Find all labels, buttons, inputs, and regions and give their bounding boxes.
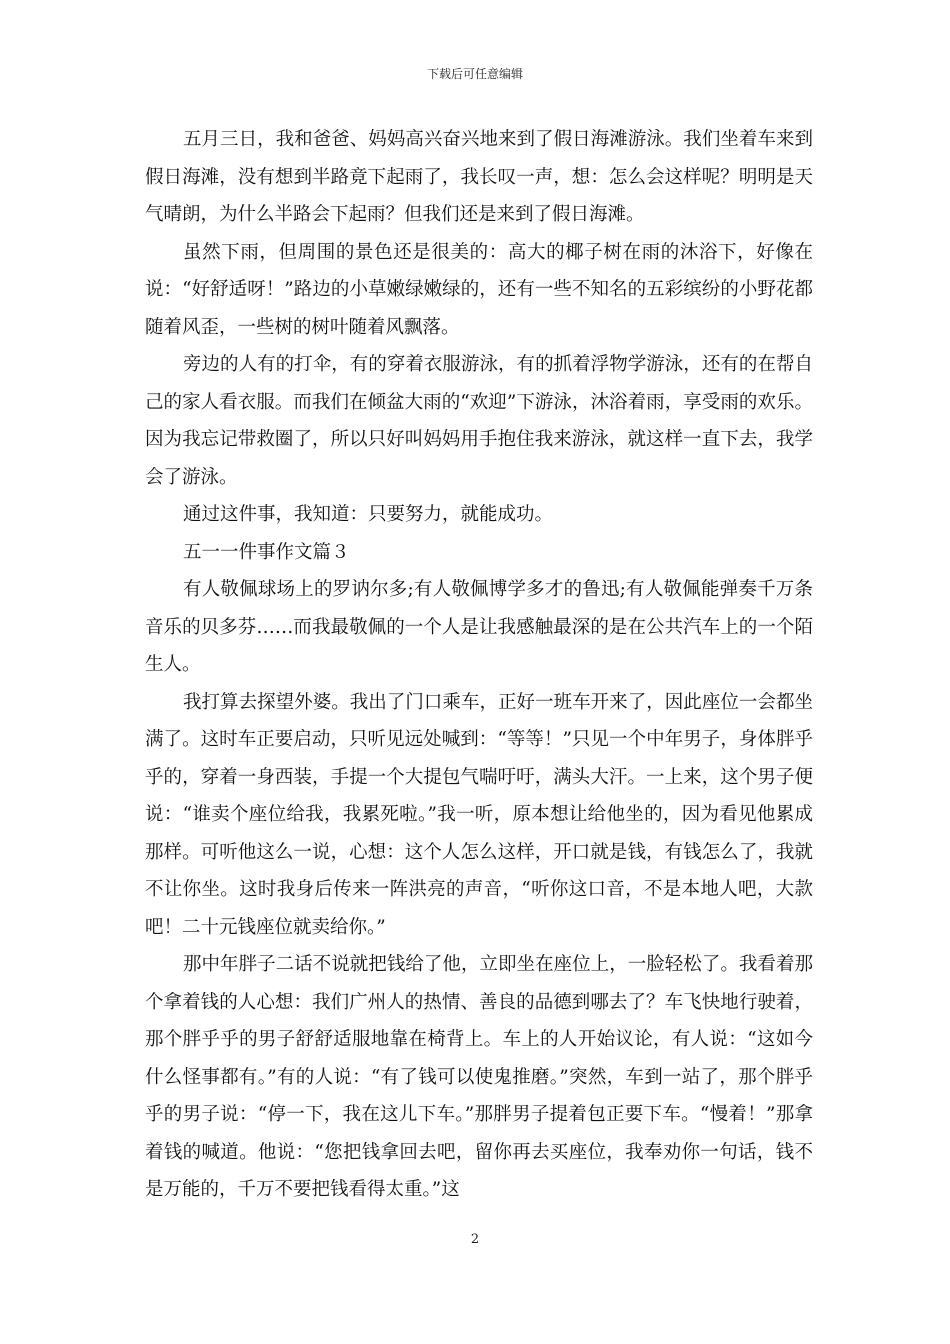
paragraph-2: 虽然下雨，但周围的景色还是很美的：高大的椰子树在雨的沐浴下，好像在说：“好舒适呀！”路边的小草嫩绿嫩绿的，还有一些不知名的五彩缤纷的小野花都随着风歪，一些树的树叶随着风飘落。 bbox=[145, 241, 813, 338]
section-title: 五一一件事作文篇３ bbox=[183, 541, 350, 563]
page-header: 下载后可任意编辑 bbox=[426, 67, 523, 81]
paragraph-6: 我打算去探望外婆。我出了门口乘车，正好一班车开来了，因此座位一会都坐满了。这时车正要启动，只听见远处喊到：“等等！”只见一个中年男子，身体胖乎乎的，穿着一身西装，手提一个大提包气喘吁吁，满头大汗。一上来，这个男子便说：“谁卖个座位给我，我累死啦。”我一听，原本想让给他坐的，因为看见他累成那样。可听他这么一说，心想：这个人怎么这样，开口就是钱，有钱怎么了，我就不让你坐。这时我身后传来一阵洪亮的声音，“听你这口音，不是本地人吧，大款吧！二十元钱座位就卖给你。” bbox=[145, 691, 813, 938]
document-body bbox=[145, 121, 813, 1209]
paragraph-3: 旁边的人有的打伞，有的穿着衣服游泳，有的抓着浮物学游泳，还有的在帮自己的家人看衣服。而我们在倾盆大雨的“欢迎”下游泳，沐浴着雨，享受雨的欢乐。因为我忘记带救圈了，所以只好叫妈妈用手抱住我来游泳，就这样一直下去，我学会了游泳。 bbox=[145, 354, 813, 488]
page-number: 2 bbox=[470, 1232, 480, 1247]
paragraph-1: 五月三日，我和爸爸、妈妈高兴奋兴地来到了假日海滩游泳。我们坐着车来到假日海滩，没有想到半路竟下起雨了，我长叹一声，想：怎么会这样呢？明明是天气晴朗，为什么半路会下起雨？但我们还是来到了假日海滩。 bbox=[145, 129, 813, 225]
paragraph-7: 那中年胖子二话不说就把钱给了他，立即坐在座位上，一脸轻松了。我看着那个拿着钱的人心想：我们广州人的热情、善良的品德到哪去了？车飞快地行驶着，那个胖乎乎的男子舒舒适服地靠在椅背上。车上的人开始议论，有人说：“这如今什么怪事都有。”有的人说：“有了钱可以使鬼推磨。”突然，车到一站了，那个胖乎乎的男子说：“停一下，我在这儿下车。”那胖男子提着包正要下车。“慢着！”那拿着钱的喊道。他说：“您把钱拿回去吧，留你再去买座位，我奉劝你一句话，钱不是万能的，千万不要把钱看得太重。”这 bbox=[145, 954, 813, 1200]
paragraph-4: 通过这件事，我知道：只要努力，就能成功。 bbox=[183, 504, 554, 525]
paragraph-5: 有人敬佩球场上的罗讷尔多;有人敬佩博学多才的鲁迅;有人敬佩能弹奏千万条音乐的贝多芬……而我最敬佩的一个人是让我感触最深的是在公共汽车上的一个陌生人。 bbox=[145, 579, 813, 675]
